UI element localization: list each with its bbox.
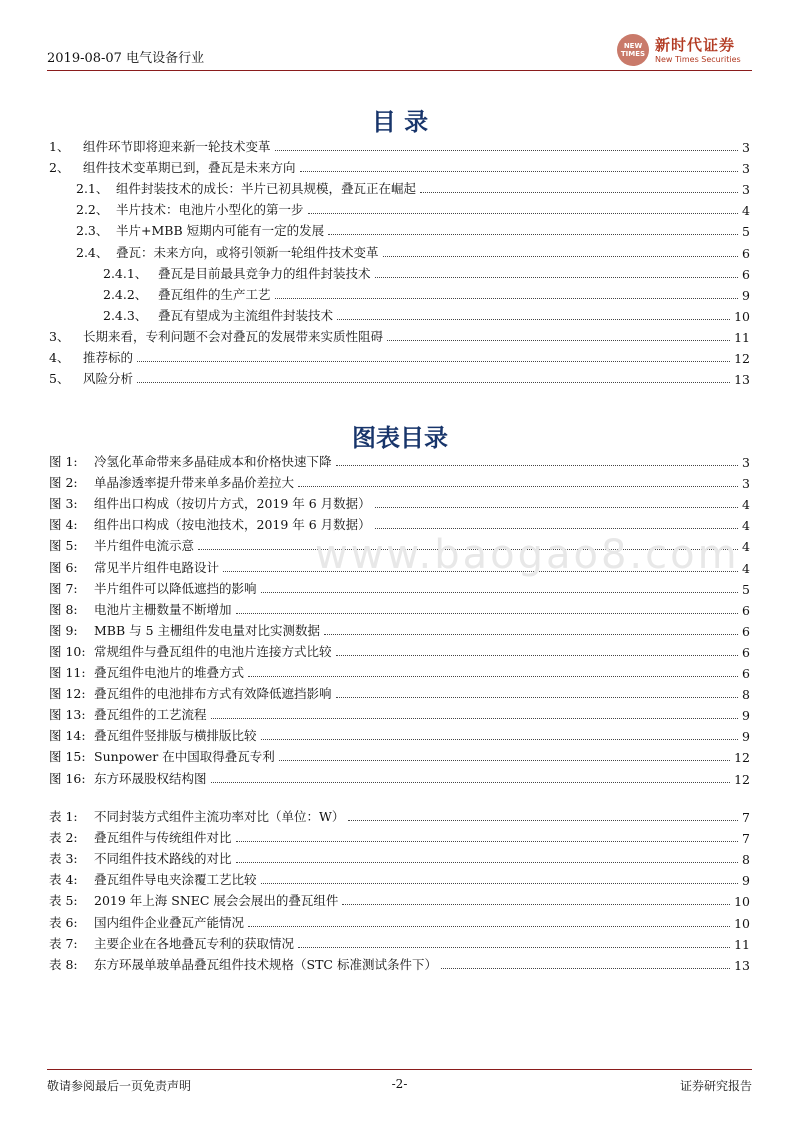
entry-page: 8: [742, 852, 750, 868]
dot-leader: [308, 212, 739, 214]
entry-number: 2.4.1、: [103, 265, 148, 281]
entry-number: 图 11:: [49, 665, 86, 681]
entry-title: 叠瓦组件导电夹涂覆工艺比较: [94, 872, 257, 888]
toc-entry[interactable]: [49, 825, 750, 846]
dot-leader: [211, 717, 739, 719]
entry-page: 3: [742, 161, 750, 177]
entry-number: 图 9:: [49, 622, 78, 638]
toc-list: [49, 134, 750, 387]
entry-page: 6: [742, 602, 750, 618]
dot-leader: [211, 781, 731, 783]
dot-leader: [342, 903, 730, 905]
dot-leader: [324, 633, 738, 635]
toc-entry[interactable]: [49, 197, 750, 218]
dot-leader: [336, 654, 739, 656]
entry-number: 5、: [49, 371, 70, 387]
toc-entry[interactable]: [49, 218, 750, 239]
entry-title: 推荐标的: [83, 350, 134, 366]
toc-entry[interactable]: [49, 846, 750, 867]
entry-page: 4: [742, 560, 750, 576]
figure-list: [49, 449, 750, 787]
entry-number: 图 1:: [49, 454, 78, 470]
dot-leader: [298, 485, 738, 487]
entry-title: 半片技术：电池片小型化的第一步: [116, 202, 304, 218]
dot-leader: [236, 861, 739, 863]
entry-number: 表 3:: [49, 851, 78, 867]
toc-entry[interactable]: [49, 449, 750, 470]
dot-leader: [336, 696, 739, 698]
entry-title: 电池片主栅数量不断增加: [94, 601, 232, 617]
toc-entry[interactable]: [49, 324, 750, 345]
entry-page: 6: [742, 623, 750, 639]
entry-page: 9: [742, 708, 750, 724]
entry-title: 半片组件可以降低遮挡的影响: [94, 580, 257, 596]
dot-leader: [441, 967, 730, 969]
entry-number: 图 6:: [49, 559, 78, 575]
toc-entry[interactable]: [49, 239, 750, 260]
figures-title: 图表目录: [352, 424, 448, 452]
header-date-industry: 2019-08-07 电气设备行业: [47, 51, 205, 66]
toc-entry[interactable]: [49, 702, 750, 723]
entry-title: 东方环晟股权结构图: [94, 770, 207, 786]
entry-number: 2.2、: [76, 202, 109, 218]
entry-title: 主要企业在各地叠瓦专利的获取情况: [94, 935, 295, 951]
entry-page: 4: [742, 518, 750, 534]
entry-number: 表 1:: [49, 809, 78, 825]
entry-title: 冷氢化革命带来多晶硅成本和价格快速下降: [94, 454, 332, 470]
entry-number: 图 2:: [49, 475, 78, 491]
toc-entry[interactable]: [49, 134, 750, 155]
entry-page: 3: [742, 182, 750, 198]
entry-title: 不同封装方式组件主流功率对比（单位：W）: [94, 809, 345, 825]
entry-page: 9: [742, 729, 750, 745]
entry-number: 图 4:: [49, 517, 78, 533]
entry-title: 2019 年上海 SNEC 展会会展出的叠瓦组件: [94, 893, 339, 909]
entry-title: 叠瓦组件与传统组件对比: [94, 830, 232, 846]
entry-page: 4: [742, 203, 750, 219]
toc-entry[interactable]: [49, 639, 750, 660]
entry-number: 1、: [49, 139, 70, 155]
entry-title: Sunpower 在中国取得叠瓦专利: [94, 749, 275, 765]
entry-number: 2、: [49, 160, 70, 176]
entry-page: 6: [742, 666, 750, 682]
toc-entry[interactable]: [49, 888, 750, 909]
dot-leader: [279, 759, 730, 761]
entry-page: 11: [734, 936, 750, 952]
entry-title: 常规组件与叠瓦组件的电池片连接方式比较: [94, 643, 332, 659]
entry-page: 3: [742, 455, 750, 471]
page-number: -2-: [391, 1077, 408, 1091]
toc-entry[interactable]: [49, 491, 750, 512]
dot-leader: [387, 339, 730, 341]
entry-number: 3、: [49, 328, 70, 344]
page-header: [47, 30, 752, 70]
toc-entry[interactable]: [49, 909, 750, 930]
entry-page: 8: [742, 687, 750, 703]
toc-entry[interactable]: [49, 660, 750, 681]
dot-leader: [375, 276, 739, 278]
logo-mark: NEW TIMES: [617, 34, 649, 66]
entry-number: 图 3:: [49, 496, 78, 512]
entry-page: 11: [734, 329, 750, 345]
toc-entry[interactable]: [49, 931, 750, 952]
entry-number: 表 7:: [49, 935, 78, 951]
entry-number: 2.4.2、: [103, 286, 148, 302]
dot-leader: [248, 675, 738, 677]
dot-leader: [275, 297, 739, 299]
toc-entry[interactable]: [49, 303, 750, 324]
entry-title: 叠瓦组件电池片的堆叠方式: [94, 665, 245, 681]
entry-page: 12: [734, 750, 750, 766]
entry-page: 3: [742, 476, 750, 492]
dot-leader: [275, 149, 739, 151]
dot-leader: [336, 464, 739, 466]
entry-title: 叠瓦有望成为主流组件封装技术: [158, 307, 334, 323]
entry-number: 图 10:: [49, 643, 86, 659]
toc-entry[interactable]: [49, 261, 750, 282]
toc-entry[interactable]: [49, 366, 750, 387]
entry-number: 2.3、: [76, 223, 109, 239]
dot-leader: [137, 360, 730, 362]
entry-page: 4: [742, 497, 750, 513]
entry-title: 不同组件技术路线的对比: [94, 851, 232, 867]
footer-divider: [47, 1069, 752, 1070]
entry-page: 5: [742, 224, 750, 240]
entry-number: 图 5:: [49, 538, 78, 554]
entry-number: 4、: [49, 350, 70, 366]
entry-title: 组件出口构成（按电池技术，2019 年 6 月数据）: [94, 517, 371, 533]
entry-title: 长期来看，专利问题不会对叠瓦的发展带来实质性阻碍: [83, 328, 384, 344]
entry-page: 3: [742, 140, 750, 156]
dot-leader: [236, 612, 739, 614]
entry-page: 13: [734, 957, 750, 973]
toc-entry[interactable]: [49, 176, 750, 197]
entry-title: 常见半片组件电路设计: [94, 559, 220, 575]
entry-number: 图 7:: [49, 580, 78, 596]
entry-number: 表 6:: [49, 914, 78, 930]
dot-leader: [375, 527, 738, 529]
entry-title: 组件技术变革期已到，叠瓦是未来方向: [83, 160, 296, 176]
entry-number: 图 13:: [49, 707, 86, 723]
toc-entry[interactable]: [49, 155, 750, 176]
dot-leader: [348, 819, 738, 821]
entry-number: 表 8:: [49, 956, 78, 972]
entry-page: 5: [742, 581, 750, 597]
toc-entry[interactable]: [49, 597, 750, 618]
entry-number: 2.4、: [76, 244, 109, 260]
footer-report-type: 证券研究报告: [679, 1079, 752, 1093]
entry-number: 表 4:: [49, 872, 78, 888]
entry-title: 单晶渗透率提升带来单多晶价差拉大: [94, 475, 295, 491]
dot-leader: [261, 882, 739, 884]
entry-title: 组件环节即将迎来新一轮技术变革: [83, 139, 271, 155]
entry-title: 组件出口构成（按切片方式，2019 年 6 月数据）: [94, 496, 371, 512]
toc-entry[interactable]: [49, 765, 750, 786]
dot-leader: [248, 925, 730, 927]
dot-leader: [298, 946, 730, 948]
entry-page: 4: [742, 539, 750, 555]
entry-title: 风险分析: [83, 371, 134, 387]
toc-entry[interactable]: [49, 952, 750, 973]
entry-title: 叠瓦组件的电池排布方式有效降低遮挡影响: [94, 686, 332, 702]
toc-entry[interactable]: [49, 512, 750, 533]
toc-entry[interactable]: [49, 744, 750, 765]
logo-en-name: New Times Securities: [655, 55, 741, 64]
toc-entry[interactable]: [49, 576, 750, 597]
dot-leader: [236, 840, 739, 842]
entry-title: 叠瓦是目前最具竞争力的组件封装技术: [158, 265, 371, 281]
dot-leader: [420, 191, 738, 193]
entry-title: 叠瓦组件竖排版与横排版比较: [94, 728, 257, 744]
dot-leader: [328, 233, 738, 235]
entry-page: 12: [734, 351, 750, 367]
entry-title: 叠瓦组件的生产工艺: [158, 286, 271, 302]
entry-page: 6: [742, 266, 750, 282]
dot-leader: [137, 381, 730, 383]
entry-page: 6: [742, 245, 750, 261]
entry-number: 图 12:: [49, 686, 86, 702]
entry-number: 图 15:: [49, 749, 86, 765]
dot-leader: [337, 318, 730, 320]
entry-number: 图 8:: [49, 601, 78, 617]
entry-title: 组件封装技术的成长：半片已初具规模，叠瓦正在崛起: [116, 181, 417, 197]
entry-page: 7: [742, 831, 750, 847]
entry-title: 半片+MBB 短期内可能有一定的发展: [116, 223, 325, 239]
entry-page: 10: [734, 308, 750, 324]
watermark: www.baogao8.com: [315, 532, 740, 578]
entry-page: 10: [734, 894, 750, 910]
entry-page: 6: [742, 644, 750, 660]
table-list: [49, 804, 750, 973]
dot-leader: [383, 255, 739, 257]
page-footer: [47, 1069, 752, 1093]
entry-number: 表 2:: [49, 830, 78, 846]
entry-number: 表 5:: [49, 893, 78, 909]
entry-title: 半片组件电流示意: [94, 538, 195, 554]
toc-entry[interactable]: [49, 345, 750, 366]
entry-page: 9: [742, 873, 750, 889]
dot-leader: [300, 170, 739, 172]
toc-entry[interactable]: [49, 804, 750, 825]
toc-entry[interactable]: [49, 470, 750, 491]
toc-title: 目 录: [371, 108, 429, 136]
toc-entry[interactable]: [49, 867, 750, 888]
entry-title: 叠瓦：未来方向，或将引领新一轮组件技术变革: [116, 244, 379, 260]
entry-title: MBB 与 5 主栅组件发电量对比实测数据: [94, 622, 321, 638]
company-logo: [617, 32, 752, 68]
entry-number: 2.4.3、: [103, 307, 148, 323]
entry-page: 7: [742, 810, 750, 826]
toc-entry[interactable]: [49, 681, 750, 702]
toc-entry[interactable]: [49, 282, 750, 303]
entry-title: 东方环晟单玻单晶叠瓦组件技术规格（STC 标准测试条件下）: [94, 956, 437, 972]
entry-page: 12: [734, 771, 750, 787]
entry-title: 叠瓦组件的工艺流程: [94, 707, 207, 723]
entry-page: 13: [734, 372, 750, 388]
toc-entry[interactable]: [49, 618, 750, 639]
entry-number: 图 14:: [49, 728, 86, 744]
entry-number: 2.1、: [76, 181, 109, 197]
dot-leader: [261, 738, 739, 740]
logo-cn-name: 新时代证券: [655, 36, 736, 54]
dot-leader: [375, 506, 738, 508]
dot-leader: [261, 591, 739, 593]
header-divider: [47, 70, 752, 71]
toc-entry[interactable]: [49, 723, 750, 744]
entry-number: 图 16:: [49, 770, 86, 786]
entry-page: 9: [742, 287, 750, 303]
entry-page: 10: [734, 915, 750, 931]
entry-title: 国内组件企业叠瓦产能情况: [94, 914, 245, 930]
footer-disclaimer: 敬请参阅最后一页免责声明: [47, 1079, 192, 1093]
